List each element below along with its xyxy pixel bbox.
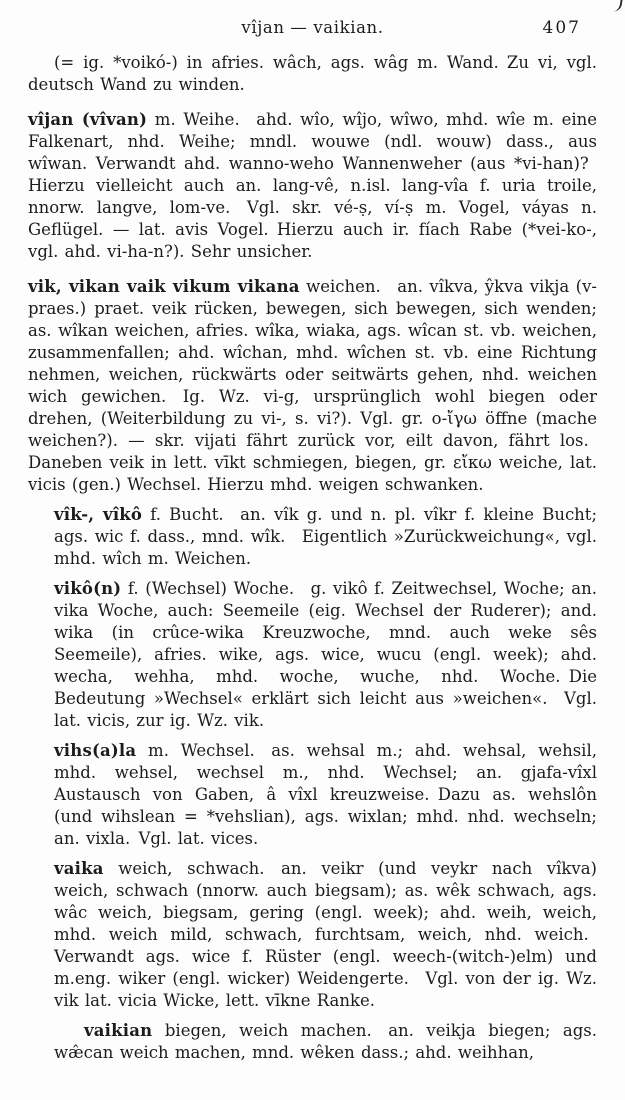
headword-vaika: vaika [54, 859, 104, 878]
entry-vik-vikan [28, 276, 597, 496]
page-number: 407 [542, 18, 581, 38]
entry-body: m. Weihe. ahd. wîo, wîjo, wîwo, mhd. wîe m. eine Falkenart, nhd. Weihe; mndl. wouwe (ndl. wouw) dass., aus wîwan. Verwandt ahd. wanno-weho Wannenweher (aus *vi-han)? Hierzu vielleicht auch an. lang-vê, n.isl. lang-vîa f. uria troile, nnorw. langve, lom-ve. Vgl. skr. vé-ṣ, ví-ṣ m. Vogel, váyas n. Geflügel. — lat. avis Vogel. Hierzu auch ir. fíach Rabe (*vei-ko-, vgl. ahd. vi-ha-n?). Sehr unsicher. [28, 110, 597, 261]
headword-vik-viko: vîk-, vîkô [54, 505, 143, 524]
headword-vikon: vikô(n) [54, 579, 122, 598]
entry-body: (= ig. *voikó-) in afries. wâch, ags. wâg m. Wand. Zu vi, vgl. deutsch Wand zu winden. [28, 53, 597, 94]
entry-vaikian [54, 1020, 597, 1064]
page-header [28, 18, 597, 40]
entry-body: f. (Wechsel) Woche. g. vikô f. Zeitwechsel, Woche; an. vika Woche, auch: Seemeile (eig. Wechsel der Ruderer); and. wika (in crûce-wika Kreuzwoche, mnd. auch weke sês Seemeile), afries. wike, ags. wice, wucu (engl. week); ahd. wecha, wehha, mhd. woche, wuche, nhd. Woche. Die Bedeutung »Wechsel« erklärt sich leicht aus »weichen«. Vgl. lat. vicis, zur ig. Wz. vik. [54, 579, 597, 730]
headword-vaikian: vaikian [84, 1021, 153, 1040]
scan-artifact [609, 0, 623, 13]
running-header-title: vîjan — vaikian. [241, 18, 384, 37]
entry-vik-viko [54, 504, 597, 570]
entry-vijan [28, 109, 597, 263]
entry-body: biegen, weich machen. an. veikja biegen; ags. wæ̂can weich machen, mnd. wêken dass.; ahd. weihhan, [54, 1021, 597, 1062]
entry-vaika [54, 858, 597, 1012]
paragraph-continuation [28, 52, 597, 96]
entry-body: weichen. an. vîkva, ŷkva vikja (v-praes.) praet. veik rücken, bewegen, sich bewegen, sich wenden; as. wîkan weichen, afries. wîka, wiaka, ags. wîcan st. vb. weichen, zusammenfallen; ahd. wîchan, mhd. wîchen st. vb. eine Richtung nehmen, weichen, rückwärts oder seitwärts gehen, nhd. weichen wich gewichen. Ig. Wz. vi-g, ursprünglich wohl biegen oder drehen, (Weiterbildung zu vi-, s. vi?). Vgl. gr. o-ἴγω öffne (mache weichen?). — skr. vijati fährt zurück vor, eilt davon, fährt los. Daneben veik in lett. vīkt schmiegen, biegen, gr. εἴκω weiche, lat. vicis (gen.) Wechsel. Hierzu mhd. weigen schwanken. [28, 277, 597, 494]
entry-body: m. Wechsel. as. wehsal m.; ahd. wehsal, wehsil, mhd. wehsel, wechsel m., nhd. Wechsel; an. gjafa-vîxl Austausch von Gaben, â vîxl kreuzweise. Dazu as. wehslôn (und wihslean = *vehslian), ags. wixlan; mhd. nhd. wechseln; an. vixla. Vgl. lat. vices. [54, 741, 597, 848]
entry-vihsala [54, 740, 597, 850]
headword-vihsala: vihs(a)la [54, 741, 137, 760]
headword-vik-vikan: vik, vikan vaik vikum vikana [28, 277, 300, 296]
entry-vikon [54, 578, 597, 732]
entry-body: weich, schwach. an. veikr (und veykr nach vîkva) weich, schwach (nnorw. auch biegsam); as. wêk schwach, ags. wâc weich, biegsam, gering (engl. week); ahd. weih, weich, mhd. weich mild, schwach, furchtsam, weich, nhd. weich. Verwandt ags. wice f. Rüster (engl. weech-(witch-)elm) und m.eng. wiker (engl. wicker) Weidengerte. Vgl. von der ig. Wz. vik lat. vicia Wicke, lett. vīkne Ranke. [54, 859, 597, 1010]
entry-body: f. Bucht. an. vîk g. und n. pl. vîkr f. kleine Bucht; ags. wic f. dass., mnd. wîk. Eigentlich »Zurückweichung«, vgl. mhd. wîch m. Weichen. [54, 505, 597, 568]
headword-vijan: vîjan (vîvan) [28, 110, 148, 129]
